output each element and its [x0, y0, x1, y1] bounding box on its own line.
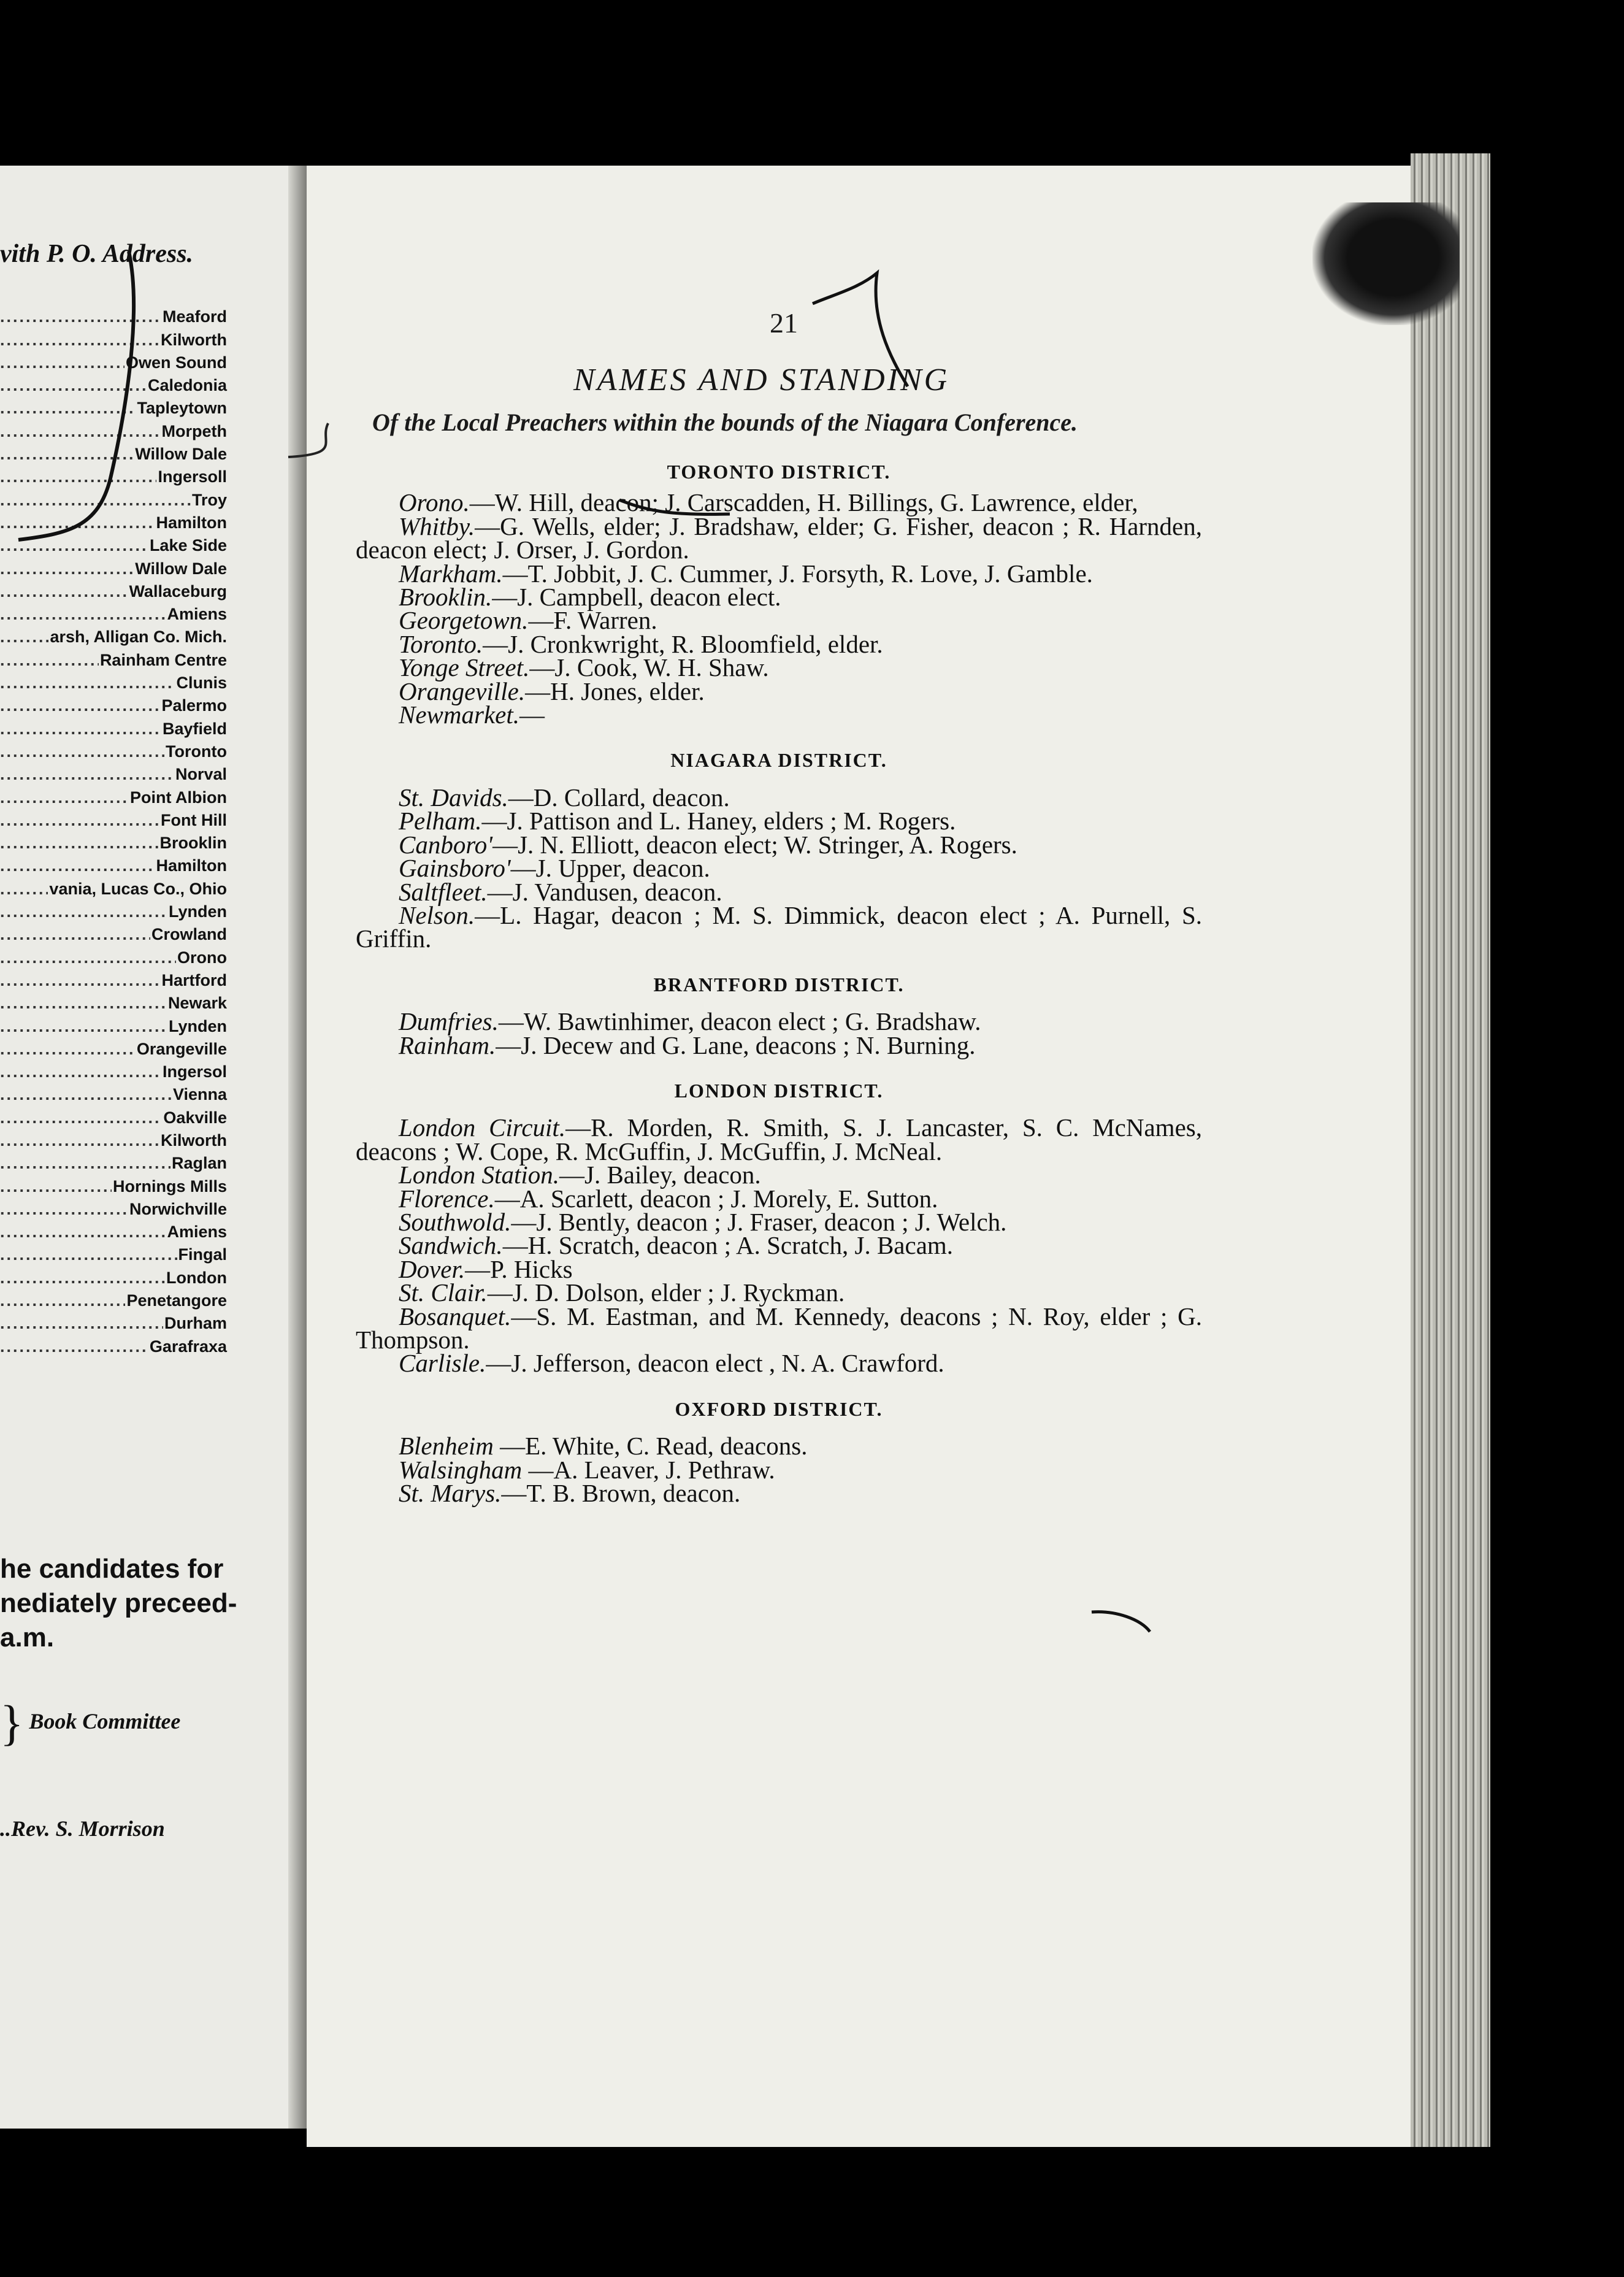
- town-name: Willow Dale: [135, 559, 227, 578]
- preacher-names: —T. B. Brown, deacon.: [501, 1479, 741, 1508]
- circuit-name: St. Marys.: [399, 1479, 502, 1508]
- town-name: Toronto: [166, 742, 227, 761]
- circuit-entry: [356, 783, 1202, 812]
- preacher-names: —P. Hicks: [465, 1254, 573, 1283]
- town-name: Hornings Mills: [112, 1177, 227, 1196]
- leader-dots: [0, 1200, 128, 1219]
- town-name: Hamilton: [156, 513, 227, 532]
- leader-dots: [0, 628, 48, 647]
- town-name: Penetangore: [126, 1291, 227, 1310]
- circuit-entry: [356, 488, 1202, 517]
- town-name: vania, Lucas Co., Ohio: [49, 879, 227, 898]
- page-subtitle: Of the Local Preachers within the bounds of the Niagara Conference.: [372, 409, 1078, 436]
- preacher-names: —W. Hill, deacon; J. Carscadden, H. Billings, G. Lawrence, elder,: [469, 488, 1138, 517]
- town-name: Hartford: [161, 970, 227, 989]
- address-row: [0, 670, 227, 693]
- circuit-name: Gainsboro': [399, 854, 511, 883]
- circuit-name: Whitby.: [399, 512, 475, 540]
- circuit-entry: [356, 559, 1202, 588]
- leader-dots: [0, 1337, 148, 1356]
- committee-text: Book Committee: [29, 1709, 181, 1734]
- leader-dots: [0, 1017, 167, 1036]
- town-name: Kilworth: [161, 1131, 227, 1150]
- town-name: Norwichville: [129, 1199, 227, 1218]
- town-name: Bayfield: [162, 719, 227, 738]
- address-row: [0, 532, 227, 555]
- address-row: [0, 510, 227, 532]
- leader-dots: [0, 445, 134, 464]
- circuit-name: Southwold.: [399, 1207, 511, 1236]
- address-row: [0, 395, 227, 418]
- town-name: Orangeville: [136, 1039, 227, 1058]
- address-row: [0, 784, 227, 807]
- rev-name: ..Rev. S. Morrison: [0, 1816, 165, 1841]
- town-name: Caledonia: [147, 376, 227, 395]
- preacher-names: —J. Bailey, deacon.: [559, 1161, 761, 1189]
- circuit-name: Walsingham: [399, 1455, 523, 1484]
- address-row: [0, 693, 227, 715]
- left-page-header: vith P. O. Address.: [0, 240, 194, 268]
- circuit-entry: [356, 629, 1202, 658]
- town-name: Lake Side: [149, 536, 227, 555]
- leader-dots: [0, 353, 124, 372]
- town-name: Orono: [177, 948, 227, 967]
- address-row: [0, 555, 227, 578]
- preacher-names: —J. Vandusen, deacon.: [487, 877, 722, 906]
- address-row: [0, 830, 227, 853]
- left-page-note: [0, 1552, 237, 1655]
- town-name: Owen Sound: [126, 353, 227, 372]
- address-row: [0, 418, 227, 440]
- town-name: Norval: [175, 765, 227, 784]
- circuit-name: Georgetown.: [399, 606, 529, 635]
- leader-dots: [0, 948, 176, 967]
- leader-dots: [0, 1177, 112, 1196]
- address-row: [0, 1310, 227, 1333]
- leader-dots: [0, 994, 167, 1013]
- town-name: London: [166, 1268, 227, 1287]
- circuit-entry: [356, 1231, 1202, 1260]
- preacher-names: —D. Collard, deacon.: [508, 783, 730, 812]
- note-line: nediately preceed-: [0, 1588, 237, 1618]
- page-edge: [1411, 153, 1490, 2147]
- circuit-entry: [356, 877, 1202, 906]
- address-row: [0, 1219, 227, 1242]
- leader-dots: [0, 1108, 162, 1127]
- circuit-name: Nelson.: [399, 900, 475, 929]
- town-name: Oakville: [163, 1108, 227, 1127]
- town-name: Raglan: [171, 1154, 227, 1173]
- town-name: Point Albion: [130, 788, 227, 807]
- town-name: Wallaceburg: [129, 582, 227, 601]
- circuit-entry: [356, 1254, 1202, 1283]
- address-row: [0, 1288, 227, 1310]
- leader-dots: [0, 1040, 136, 1059]
- preacher-names: —L. Hagar, deacon ; M. S. Dimmick, deacon elect ; A. Purnell, S. Griffin.: [356, 900, 1202, 953]
- town-name: Fingal: [178, 1245, 227, 1264]
- circuit-entry: [356, 830, 1202, 859]
- address-row: [0, 350, 227, 372]
- district-heading: NIAGARA DISTRICT.: [670, 749, 887, 772]
- circuit-entry: [356, 1349, 1202, 1378]
- leader-dots: [0, 925, 150, 944]
- preacher-names: —F. Warren.: [528, 606, 657, 635]
- town-name: Kilworth: [161, 330, 227, 349]
- town-name: Newark: [167, 994, 227, 1013]
- town-name: Ingersoll: [158, 467, 227, 486]
- preacher-names: —G. Wells, elder; J. Bradshaw, elder; G. Fisher, deacon ; R. Harnden, deacon elect; J. Orser, J. Gordon.: [356, 512, 1202, 564]
- circuit-entry: [356, 701, 1202, 729]
- address-row: [0, 1013, 227, 1035]
- page-damage: [1312, 202, 1460, 325]
- preacher-names: —J. Cronkwright, R. Bloomfield, elder.: [483, 629, 883, 658]
- preacher-names: —J. Jefferson, deacon elect , N. A. Crawford.: [486, 1349, 944, 1378]
- town-name: Durham: [164, 1314, 227, 1333]
- circuit-entry: [356, 677, 1202, 705]
- preacher-listing: [356, 448, 1202, 1508]
- leader-dots: [0, 788, 129, 807]
- leader-dots: [0, 536, 148, 555]
- address-row: [0, 967, 227, 990]
- address-row: [0, 853, 227, 875]
- address-row: [0, 739, 227, 761]
- preacher-names: —A. Leaver, J. Pethraw.: [522, 1455, 775, 1484]
- town-name: Vienna: [172, 1085, 227, 1104]
- circuit-entry: [356, 606, 1202, 635]
- circuit-name: St. Davids.: [399, 783, 508, 812]
- leader-dots: [0, 1291, 125, 1310]
- circuit-name: Brooklin.: [399, 583, 492, 612]
- circuit-entry: [356, 512, 1202, 564]
- circuit-name: Canboro': [399, 830, 493, 859]
- preacher-names: —J. Campbell, deacon elect.: [492, 583, 781, 612]
- leader-dots: [0, 765, 174, 784]
- town-name: Lynden: [168, 1016, 227, 1035]
- town-name: Palermo: [161, 696, 227, 715]
- leader-dots: [0, 674, 175, 693]
- circuit-entry: [356, 1455, 1202, 1484]
- address-row: [0, 1081, 227, 1104]
- leader-dots: [0, 1269, 165, 1288]
- address-list: [0, 304, 227, 1356]
- preacher-names: —J. Pattison and L. Haney, elders ; M. Rogers.: [481, 807, 956, 835]
- circuit-name: Yonge Street.: [399, 653, 530, 682]
- circuit-entry: [356, 900, 1202, 953]
- town-name: Ingersol: [162, 1062, 227, 1081]
- circuit-entry: [356, 1432, 1202, 1461]
- leader-dots: [0, 1245, 177, 1264]
- leader-dots: [0, 399, 136, 418]
- leader-dots: [0, 742, 164, 761]
- address-row: [0, 1264, 227, 1287]
- leader-dots: [0, 971, 161, 990]
- town-name: Garafraxa: [149, 1337, 227, 1356]
- book-committee-label: [0, 1696, 245, 1751]
- leader-dots: [0, 880, 48, 899]
- circuit-name: St. Clair.: [399, 1278, 488, 1307]
- address-row: [0, 1104, 227, 1127]
- circuit-entry: [356, 1302, 1202, 1354]
- address-row: [0, 921, 227, 944]
- address-row: [0, 1196, 227, 1219]
- circuit-entry: [356, 1278, 1202, 1307]
- address-row: [0, 1036, 227, 1059]
- leader-dots: [0, 559, 134, 578]
- town-name: Willow Dale: [135, 445, 227, 464]
- circuit-name: Florence.: [399, 1184, 495, 1213]
- leader-dots: [0, 811, 159, 830]
- circuit-name: Orangeville.: [399, 677, 526, 705]
- leader-dots: [0, 467, 156, 486]
- circuit-name: London Station.: [399, 1161, 559, 1189]
- circuit-name: Saltfleet.: [399, 877, 488, 906]
- circuit-entry: [356, 1031, 1202, 1059]
- preacher-names: —H. Scratch, deacon ; A. Scratch, J. Bacam.: [502, 1231, 954, 1260]
- preacher-names: —J. Upper, deacon.: [510, 854, 710, 883]
- circuit-entry: [356, 653, 1202, 682]
- leader-dots: [0, 651, 99, 670]
- preacher-names: —J. N. Elliott, deacon elect; W. Stringer, A. Rogers.: [492, 830, 1017, 859]
- leader-dots: [0, 376, 147, 395]
- page-number: 21: [770, 307, 798, 339]
- circuit-name: Dumfries.: [399, 1007, 499, 1036]
- circuit-name: Toronto.: [399, 629, 483, 658]
- preacher-names: —A. Scarlett, deacon ; J. Morely, E. Sutton.: [494, 1184, 938, 1213]
- address-row: [0, 326, 227, 349]
- circuit-entry: [356, 583, 1202, 612]
- leader-dots: [0, 513, 155, 532]
- leader-dots: [0, 491, 191, 510]
- circuit-entry: [356, 1113, 1202, 1165]
- address-row: [0, 875, 227, 898]
- town-name: Tapleytown: [137, 399, 227, 418]
- circuit-entry: [356, 1184, 1202, 1213]
- preacher-names: —R. Morden, R. Smith, S. J. Lancaster, S. C. McNames, deacons ; W. Cope, R. McGuffin, J. McGuffin, J. McNeal.: [356, 1113, 1202, 1165]
- town-name: Font Hill: [161, 810, 227, 829]
- leader-dots: [0, 902, 167, 921]
- leader-dots: [0, 696, 160, 715]
- address-row: [0, 486, 227, 509]
- circuit-name: Carlisle.: [399, 1349, 486, 1378]
- circuit-name: Orono.: [399, 488, 470, 517]
- address-row: [0, 715, 227, 738]
- town-name: Clunis: [176, 674, 227, 693]
- leader-dots: [0, 1154, 170, 1173]
- town-name: Hamilton: [156, 856, 227, 875]
- leader-dots: [0, 834, 158, 853]
- address-row: [0, 372, 227, 395]
- brace-icon: }: [0, 1696, 24, 1751]
- preacher-names: —J. D. Dolson, elder ; J. Ryckman.: [487, 1278, 845, 1307]
- town-name: Amiens: [167, 605, 227, 624]
- preacher-names: —J. Cook, W. H. Shaw.: [529, 653, 769, 682]
- district-heading: BRANTFORD DISTRICT.: [653, 973, 905, 996]
- circuit-name: London Circuit.: [399, 1113, 566, 1142]
- town-name: Crowland: [151, 925, 227, 944]
- preacher-names: —E. White, C. Read, deacons.: [493, 1432, 808, 1461]
- address-row: [0, 304, 227, 326]
- leader-dots: [0, 1085, 172, 1104]
- page-title: NAMES AND STANDING: [573, 363, 950, 397]
- leader-dots: [0, 1223, 166, 1242]
- leader-dots: [0, 856, 155, 875]
- circuit-name: Dover.: [399, 1254, 465, 1283]
- town-name: Morpeth: [161, 421, 227, 440]
- address-row: [0, 944, 227, 967]
- address-row: [0, 1173, 227, 1196]
- leader-dots: [0, 605, 166, 624]
- town-name: Amiens: [167, 1223, 227, 1242]
- town-name: Rainham Centre: [99, 650, 227, 669]
- district-heading: LONDON DISTRICT.: [674, 1079, 884, 1102]
- circuit-name: Bosanquet.: [399, 1302, 511, 1330]
- preacher-names: —W. Bawtinhimer, deacon elect ; G. Bradshaw.: [498, 1007, 981, 1036]
- circuit-entry: [356, 854, 1202, 883]
- address-row: [0, 1150, 227, 1173]
- district-heading: OXFORD DISTRICT.: [675, 1397, 883, 1420]
- circuit-name: Blenheim: [399, 1432, 494, 1461]
- address-row: [0, 807, 227, 830]
- circuit-name: Newmarket.: [399, 701, 519, 729]
- address-row: [0, 1333, 227, 1356]
- address-row: [0, 1127, 227, 1150]
- address-row: [0, 1059, 227, 1081]
- circuit-name: Rainham.: [399, 1031, 496, 1059]
- circuit-name: Pelham.: [399, 807, 482, 835]
- address-row: [0, 647, 227, 669]
- preacher-names: —J. Bently, deacon ; J. Fraser, deacon ; J. Welch.: [511, 1207, 1007, 1236]
- town-name: Troy: [191, 490, 227, 509]
- town-name: Meaford: [162, 307, 227, 326]
- town-name: arsh, Alligan Co. Mich.: [50, 628, 227, 647]
- leader-dots: [0, 1062, 161, 1081]
- address-row: [0, 1242, 227, 1264]
- address-row: [0, 990, 227, 1013]
- circuit-entry: [356, 1007, 1202, 1036]
- address-row: [0, 441, 227, 464]
- address-row: [0, 761, 227, 784]
- circuit-entry: [356, 1207, 1202, 1236]
- preacher-names: —H. Jones, elder.: [525, 677, 705, 705]
- preacher-names: —: [519, 701, 545, 729]
- preacher-names: —T. Jobbit, J. C. Cummer, J. Forsyth, R. Love, J. Gamble.: [502, 559, 1093, 588]
- note-line: a.m.: [0, 1622, 55, 1653]
- note-line: he candidates for: [0, 1554, 224, 1584]
- circuit-entry: [356, 1161, 1202, 1189]
- leader-dots: [0, 720, 161, 739]
- preacher-names: —S. M. Eastman, and M. Kennedy, deacons ; N. Roy, elder ; G. Thompson.: [356, 1302, 1202, 1354]
- circuit-name: Sandwich.: [399, 1231, 503, 1260]
- circuit-entry: [356, 1479, 1202, 1508]
- address-row: [0, 464, 227, 486]
- district-heading: TORONTO DISTRICT.: [667, 461, 891, 483]
- preacher-names: —J. Decew and G. Lane, deacons ; N. Burning.: [496, 1031, 976, 1059]
- leader-dots: [0, 1314, 163, 1333]
- leader-dots: [0, 331, 159, 350]
- leader-dots: [0, 307, 161, 326]
- leader-dots: [0, 1131, 159, 1150]
- town-name: Lynden: [168, 902, 227, 921]
- leader-dots: [0, 422, 161, 441]
- circuit-entry: [356, 807, 1202, 835]
- leader-dots: [0, 582, 128, 601]
- town-name: Brooklin: [159, 834, 227, 853]
- address-row: [0, 899, 227, 921]
- address-row: [0, 601, 227, 624]
- address-row: [0, 578, 227, 601]
- circuit-name: Markham.: [399, 559, 503, 588]
- address-row: [0, 624, 227, 647]
